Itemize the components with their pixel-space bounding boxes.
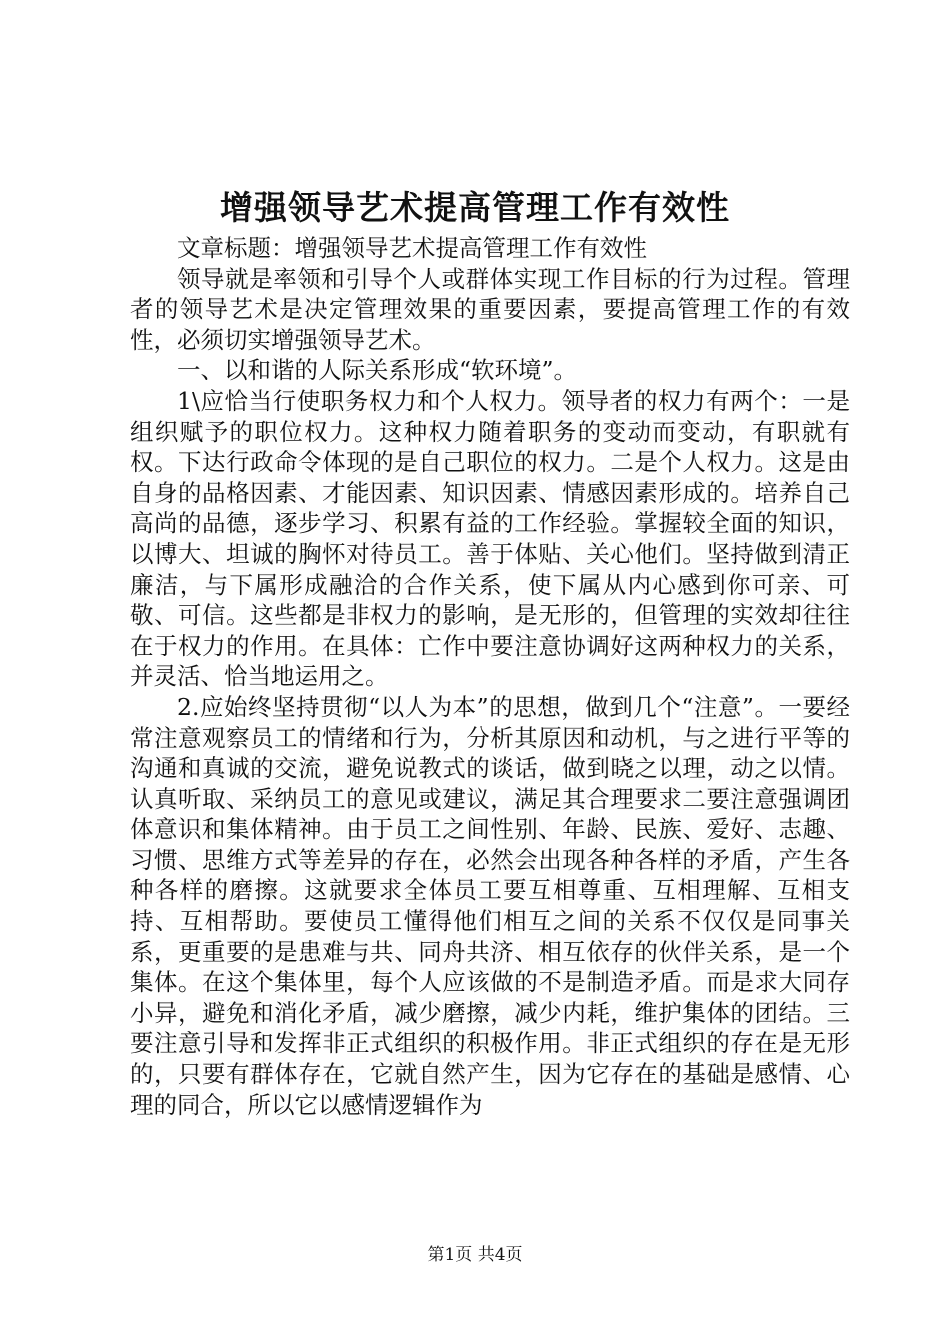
body-paragraph: 2.应始终坚持贯彻“以人为本”的思想，做到几个“注意”。一要经常注意观察员工的情绪和行为，分析其原因和动机，与之进行平等的沟通和真诚的交流，避免说教式的谈话，做到晓之以理，动之以情。认真听取、采纳员工的意见或建议，满足其合理要求二要注意强调团体意识和集体精神。由于员工之间性别、年龄、民族、爱好、志趣、习惯、思维方式等差异的存在，必然会出现各种各样的矛盾，产生各种各样的磨擦。这就要求全体员工要互相尊重、互相理解、互相支持、互相帮助。要使员工懂得他们相互之间的关系不仅仅是同事关系，更重要的是患难与共、同舟共济、相互依存的伙伴关系，是一个集体。在这个集体里，每个人应该做的不是制造矛盾。而是求大同存小异，避免和消化矛盾，减少磨擦，减少内耗，维护集体的团结。三要注意引导和发挥非正式组织的积极作用。非正式组织的存在是无形的，只要有群体存在，它就自然产生，因为它存在的基础是感情、心理的同合，所以它以感情逻辑作为	[130, 692, 850, 1119]
document-title: 增强领导艺术提高管理工作有效性	[220, 188, 730, 227]
document-body	[130, 233, 850, 1120]
article-title-line: 文章标题：增强领导艺术提高管理工作有效性	[177, 234, 647, 262]
body-paragraph: 1\应恰当行使职务权力和个人权力。领导者的权力有两个：一是组织赋予的职位权力。这种权力随着职务的变动而变动，有职就有权。下达行政命令体现的是自己职位的权力。二是个人权力。这是由自身的品格因素、才能因素、知识因素、情感因素形成的。培养自己高尚的品德，逐步学习、积累有益的工作经验。掌握较全面的知识，以博大、坦诚的胸怀对待员工。善于体贴、关心他们。坚持做到清正廉洁，与下属形成融洽的合作关系，使下属从内心感到你可亲、可敬、可信。这些都是非权力的影响，是无形的，但管理的实效却往往在于权力的作用。在具体：亡作中要注意协调好这两种权力的关系，并灵活、恰当地运用之。	[130, 386, 850, 691]
intro-paragraph: 领导就是率领和引导个人或群体实现工作目标的行为过程。管理者的领导艺术是决定管理效果的重要因素，要提高管理工作的有效性，必须切实增强领导艺术。	[130, 264, 850, 354]
section-heading: 一、以和谐的人际关系形成“软环境”。	[177, 356, 578, 385]
page-footer: 第1页 共4页	[427, 1245, 523, 1265]
